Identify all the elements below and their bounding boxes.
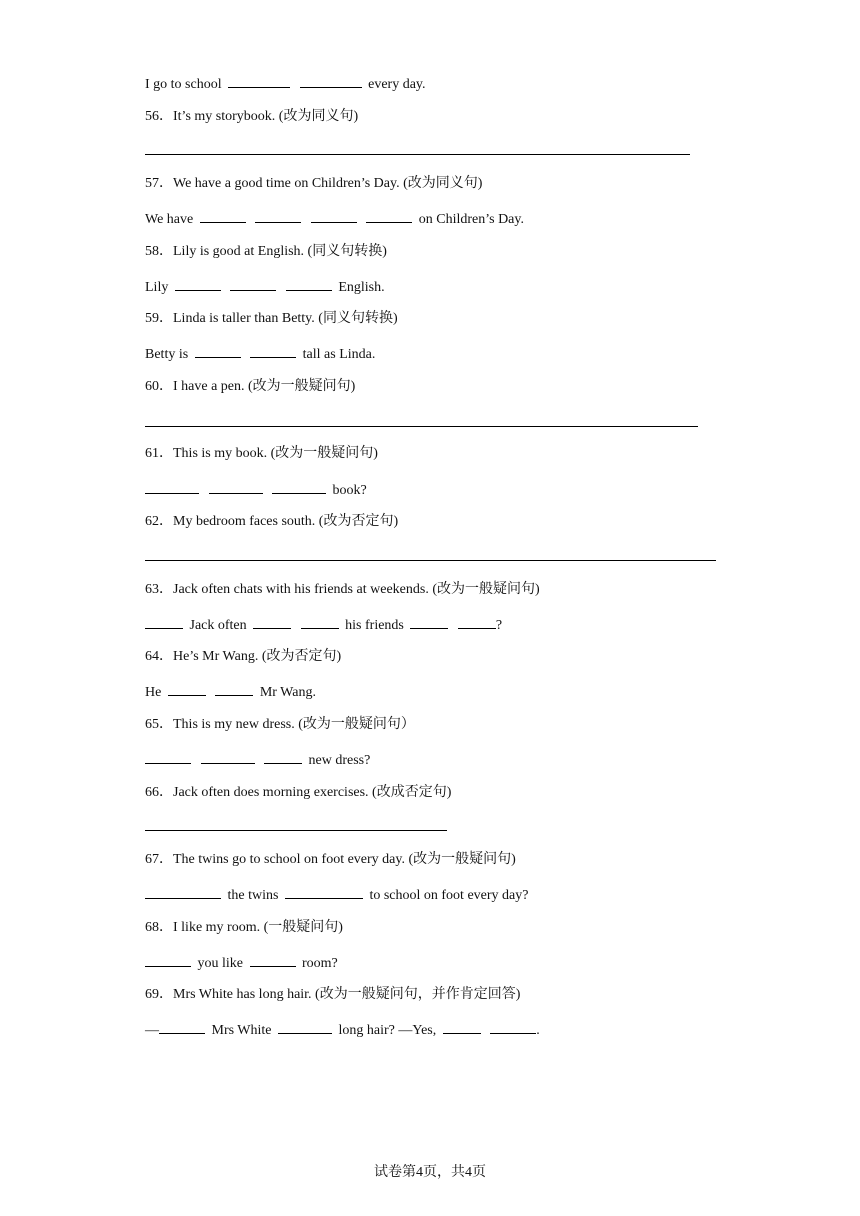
- q63-blank-4[interactable]: [410, 615, 448, 629]
- q64-answer-line: [145, 682, 316, 702]
- q61-blank-2[interactable]: [209, 480, 263, 494]
- q69-answer-line: [145, 1020, 540, 1040]
- q62-prompt: 62．My bedroom faces south. (改为否定句): [145, 514, 399, 529]
- q68-end: room?: [302, 956, 338, 971]
- q58-blank-1[interactable]: [175, 277, 221, 291]
- q67-answer-line: [145, 885, 528, 905]
- q55-answer-line: [145, 74, 426, 94]
- q64-prompt: 64．He’s Mr Wang. (改为否定句): [145, 649, 342, 664]
- q60-prompt: 60．I have a pen. (改为一般疑问句): [145, 379, 356, 394]
- q59-answer-line: [145, 344, 375, 364]
- q68-answer-line: [145, 953, 338, 973]
- q55-end: every day.: [368, 77, 426, 92]
- q61-answer-line: [145, 480, 367, 500]
- q67-mid: the twins: [227, 888, 279, 903]
- q57-answer-line: [145, 209, 524, 229]
- q63-blank-3[interactable]: [301, 615, 339, 629]
- q68-prompt: 68．I like my room. (一般疑问句): [145, 920, 343, 935]
- q64-start: He: [145, 685, 162, 700]
- q64-end: Mr Wang.: [259, 685, 316, 700]
- q68-mid: you like: [197, 956, 243, 971]
- q55-blank-2[interactable]: [300, 74, 362, 88]
- q63-mid2: his friends: [345, 618, 404, 633]
- q67-end: to school on foot every day?: [369, 888, 529, 903]
- q61-end: book?: [332, 483, 367, 498]
- q59-blank-1[interactable]: [195, 344, 241, 358]
- q63-answer-line: [145, 615, 502, 635]
- q69-blank-1[interactable]: [159, 1020, 205, 1034]
- q58-prompt: 58．Lily is good at English. (同义句转换): [145, 244, 387, 259]
- q57-prompt: 57．We have a good time on Children’s Day. (改为同义句): [145, 176, 483, 191]
- q69-end: .: [536, 1023, 540, 1038]
- q59-start: Betty is: [145, 347, 189, 362]
- q63-blank-1[interactable]: [145, 615, 183, 629]
- q55-start: I go to school: [145, 77, 222, 92]
- q69-blank-3[interactable]: [443, 1020, 481, 1034]
- q61-blank-3[interactable]: [272, 480, 326, 494]
- q59-end: tall as Linda.: [302, 347, 376, 362]
- q58-start: Lily: [145, 280, 169, 295]
- q65-blank-3[interactable]: [264, 750, 302, 764]
- q68-blank-2[interactable]: [250, 953, 296, 967]
- q66-answer-rule[interactable]: [145, 830, 447, 831]
- q60-answer-rule[interactable]: [145, 426, 698, 427]
- q55-blank-1[interactable]: [228, 74, 290, 88]
- q56-prompt: 56．It’s my storybook. (改为同义句): [145, 109, 359, 124]
- q63-prompt: 63．Jack often chats with his friends at weekends. (改为一般疑问句): [145, 582, 540, 597]
- q61-prompt: 61．This is my book. (改为一般疑问句): [145, 446, 378, 461]
- q57-blank-3[interactable]: [311, 209, 357, 223]
- q65-end: new dress?: [308, 753, 371, 768]
- q69-dash: —: [145, 1023, 159, 1038]
- q65-answer-line: [145, 750, 370, 770]
- q63-blank-2[interactable]: [253, 615, 291, 629]
- q69-blank-2[interactable]: [278, 1020, 332, 1034]
- q64-blank-2[interactable]: [215, 682, 253, 696]
- q67-blank-1[interactable]: [145, 885, 221, 899]
- q63-end: ?: [495, 618, 503, 633]
- q69-blank-4[interactable]: [490, 1020, 536, 1034]
- q57-blank-4[interactable]: [366, 209, 412, 223]
- q64-blank-1[interactable]: [168, 682, 206, 696]
- q61-blank-1[interactable]: [145, 480, 199, 494]
- q67-prompt: 67．The twins go to school on foot every day. (改为一般疑问句): [145, 852, 516, 867]
- q57-blank-2[interactable]: [255, 209, 301, 223]
- q58-blank-2[interactable]: [230, 277, 276, 291]
- q58-blank-3[interactable]: [286, 277, 332, 291]
- q63-blank-5[interactable]: [458, 615, 496, 629]
- q57-end: on Children’s Day.: [418, 212, 524, 227]
- q58-answer-line: [145, 277, 385, 297]
- q59-blank-2[interactable]: [250, 344, 296, 358]
- q57-start: We have: [145, 212, 194, 227]
- q67-blank-2[interactable]: [285, 885, 363, 899]
- q66-prompt: 66．Jack often does morning exercises. (改成否定句): [145, 785, 452, 800]
- q65-prompt: 65．This is my new dress. (改为一般疑问句）: [145, 717, 415, 732]
- q59-prompt: 59．Linda is taller than Betty. (同义句转换): [145, 311, 398, 326]
- q56-answer-rule[interactable]: [145, 154, 690, 155]
- q62-answer-rule[interactable]: [145, 560, 716, 561]
- q57-blank-1[interactable]: [200, 209, 246, 223]
- q63-mid1: Jack often: [189, 618, 247, 633]
- q68-blank-1[interactable]: [145, 953, 191, 967]
- page-footer: 试卷第4页，共4页: [374, 1165, 486, 1180]
- q69-mid: Mrs White: [211, 1023, 272, 1038]
- q65-blank-2[interactable]: [201, 750, 255, 764]
- q65-blank-1[interactable]: [145, 750, 191, 764]
- q69-prompt: 69．Mrs White has long hair. (改为一般疑问句，并作肯定回答): [145, 987, 521, 1002]
- q58-end: English.: [338, 280, 385, 295]
- q69-mid2: long hair? —Yes,: [338, 1023, 437, 1038]
